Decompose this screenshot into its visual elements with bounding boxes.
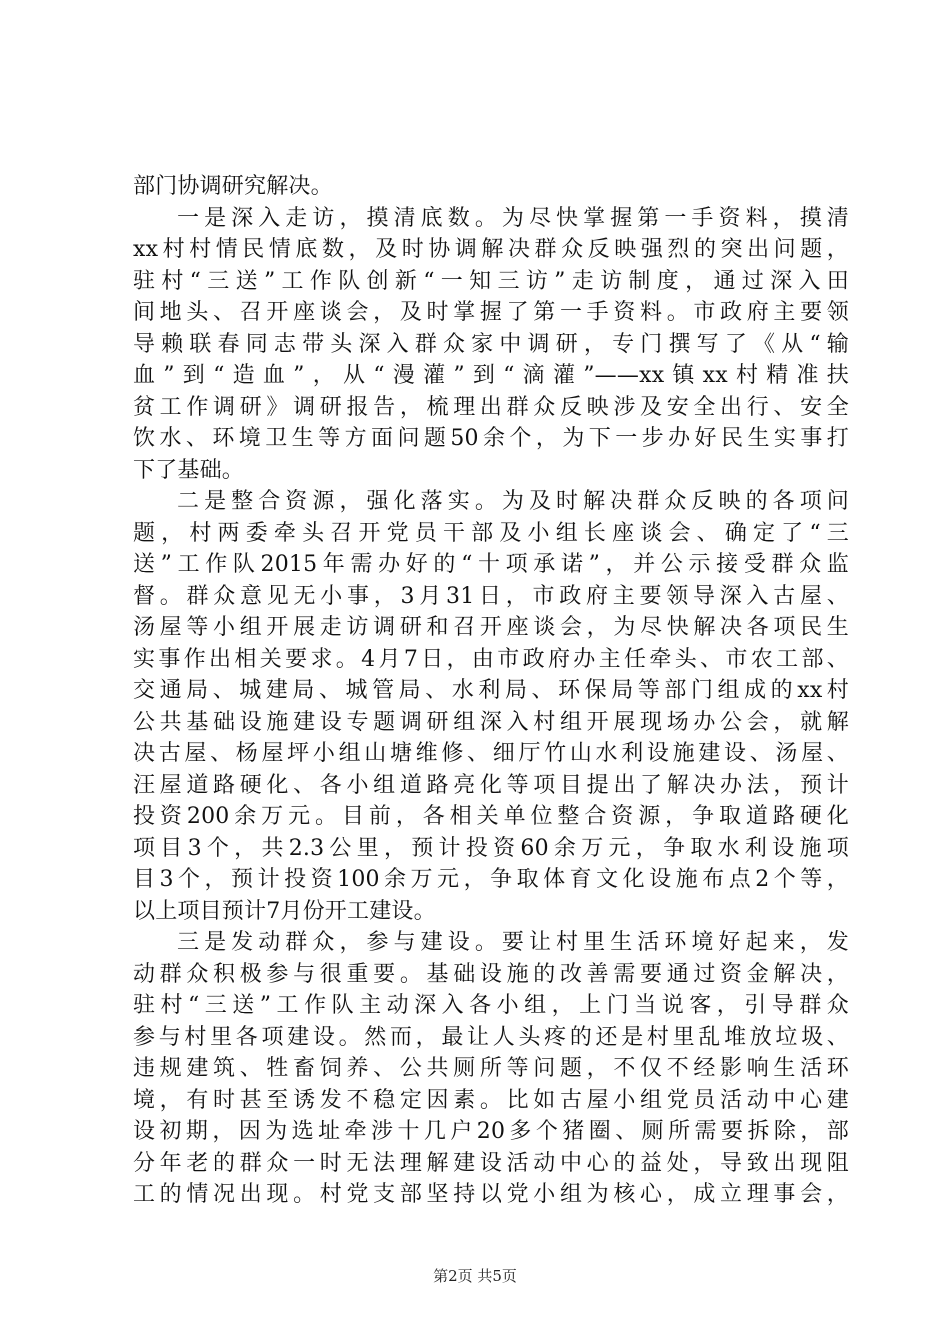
text-line: 下了基础。 (133, 457, 245, 483)
text-line: 实事作出相关要求。4月7日，由市政府办主任牵头、市农工部、 (133, 646, 849, 672)
text-line: 间地头、召开座谈会，及时掌握了第一手资料。市政府主要领 (133, 300, 849, 325)
text-line: 汤屋等小组开展走访调研和召开座谈会，为尽快解决各项民生 (133, 615, 849, 640)
text-line: 分年老的群众一时无法理解建设活动中心的益处，导致出现阻 (133, 1150, 849, 1176)
text-line: 境，有时甚至诱发不稳定因素。比如古屋小组党员活动中心建 (133, 1087, 849, 1113)
text-line: 投资200余万元。目前，各相关单位整合资源，争取道路硬化 (133, 804, 849, 829)
text-line: 公共基础设施建设专题调研组深入村组开展现场办公会，就解 (133, 709, 849, 735)
text-line: 血”到“造血”，从“漫灌”到“滴灌”——xx镇xx村精准扶 (133, 363, 849, 388)
text-line: 饮水、环境卫生等方面问题50余个，为下一步办好民生实事打 (133, 426, 849, 451)
text-line: 送”工作队2015年需办好的“十项承诺”，并公示接受群众监 (133, 552, 849, 577)
text-line: 督。群众意见无小事，3月31日，市政府主要领导深入古屋、 (133, 583, 849, 609)
text-line: 部门协调研究解决。 (133, 174, 333, 199)
paragraph-first-line: 一是深入走访，摸清底数。为尽快掌握第一手资料，摸清 (177, 205, 849, 231)
text-line: 目3个，预计投资100余万元，争取体育文化设施布点2个等， (133, 867, 849, 892)
text-line: 驻村“三送”工作队主动深入各小组，上门当说客，引导群众 (133, 993, 849, 1018)
text-line: xx村村情民情底数，及时协调解决群众反映强烈的突出问题， (133, 237, 849, 262)
text-line: 交通局、城建局、城管局、水利局、环保局等部门组成的xx村 (133, 678, 849, 703)
page-number-footer: 第2页 共5页 (433, 1267, 517, 1285)
text-line: 决古屋、杨屋坪小组山塘维修、细厅竹山水利设施建设、汤屋、 (133, 741, 849, 766)
text-line: 违规建筑、牲畜饲养、公共厕所等问题，不仅不经影响生活环 (133, 1056, 849, 1081)
text-line: 以上项目预计7月份开工建设。 (133, 898, 436, 924)
text-line: 贫工作调研》调研报告，梳理出群众反映涉及安全出行、安全 (133, 394, 849, 420)
text-line: 汪屋道路硬化、各小组道路亮化等项目提出了解决办法，预计 (133, 772, 849, 798)
text-line: 导赖联春同志带头深入群众家中调研，专门撰写了《从“输 (133, 331, 849, 357)
text-line: 驻村“三送”工作队创新“一知三访”走访制度，通过深入田 (133, 268, 849, 294)
text-line: 参与村里各项建设。然而，最让人头疼的还是村里乱堆放垃圾、 (133, 1024, 849, 1050)
text-line: 工的情况出现。村党支部坚持以党小组为核心，成立理事会， (133, 1182, 849, 1207)
paragraph-first-line: 二是整合资源，强化落实。为及时解决群众反映的各项问 (177, 489, 849, 514)
paragraph-first-line: 三是发动群众，参与建设。要让村里生活环境好起来，发 (177, 930, 849, 955)
text-line: 设初期，因为选址牵涉十几户20多个猪圈、厕所需要拆除，部 (133, 1119, 849, 1144)
text-line: 题，村两委牵头召开党员干部及小组长座谈会、确定了“三 (133, 520, 849, 546)
text-line: 动群众积极参与很重要。基础设施的改善需要通过资金解决， (133, 961, 849, 987)
body-text (133, 171, 849, 1211)
text-line: 项目3个，共2.3公里，预计投资60余万元，争取水利设施项 (133, 835, 849, 861)
